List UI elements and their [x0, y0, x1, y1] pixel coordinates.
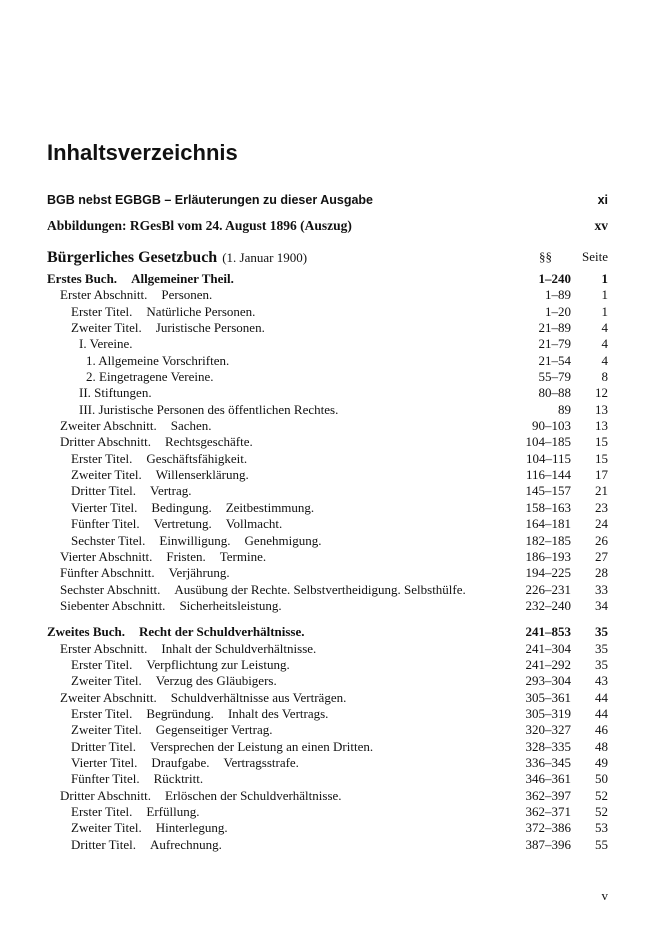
toc-entry-label: Erstes Buch.	[47, 271, 118, 286]
toc-entry[interactable]	[47, 418, 608, 434]
front-entry-label: Abbildungen: RGesBl vom 24. August 1896 (Auszug)	[47, 218, 352, 233]
toc-entry[interactable]	[47, 385, 608, 401]
toc-entry-label: Sechster Titel.	[71, 532, 146, 548]
toc-entry-text	[47, 271, 234, 286]
toc-entry-page: 13	[595, 401, 608, 417]
toc-entry-title: Begründung.	[146, 705, 214, 721]
toc-entry-title: Vertretung.	[153, 516, 212, 532]
toc-entry-label: Dritter Abschnitt.	[60, 434, 151, 450]
toc-entry-title: Hinterlegung.	[155, 820, 228, 836]
toc-entry-label: II. Stiftungen.	[79, 385, 152, 401]
toc-entry[interactable]	[47, 500, 608, 516]
toc-entry-title: Geschäftsfähigkeit.	[146, 450, 248, 466]
toc-entry-page: 46	[595, 722, 608, 738]
toc-entry[interactable]	[47, 369, 608, 385]
toc-entry-text	[60, 690, 346, 705]
toc-entry-label: Erster Titel.	[71, 450, 133, 466]
toc-entry-page: 12	[595, 385, 608, 401]
toc-entry-paragraphs: 293–304	[525, 673, 571, 689]
toc-entry-text	[71, 820, 228, 835]
toc-entry-paragraphs: 346–361	[525, 771, 571, 787]
toc-entry-page: 35	[595, 624, 608, 640]
toc-entry[interactable]	[47, 788, 608, 804]
toc-entry-page: 49	[595, 754, 608, 770]
toc-entry-paragraphs: 305–361	[525, 689, 571, 705]
toc-entry-label: Dritter Titel.	[71, 738, 137, 754]
toc-entry-page: 13	[595, 418, 608, 434]
front-entry-label: BGB nebst EGBGB – Erläuterungen zu dieser Ausgabe	[47, 193, 373, 207]
toc-entry-paragraphs: 194–225	[525, 565, 571, 581]
toc-entry-label: Zweiter Titel.	[71, 722, 142, 738]
toc-entry[interactable]	[47, 641, 608, 657]
toc-entry[interactable]	[47, 467, 608, 483]
toc-entry-page: 15	[595, 450, 608, 466]
toc-entry-title-secondary: Genehmigung.	[244, 532, 322, 548]
toc-entry-page: 35	[595, 656, 608, 672]
toc-entry-label: 1. Allgemeine Vorschriften.	[86, 352, 230, 368]
toc-entry-page: 34	[595, 597, 608, 613]
toc-entry-text	[71, 304, 255, 319]
toc-entry[interactable]	[47, 533, 608, 549]
toc-entry-text	[71, 739, 373, 754]
toc-entry-page: 4	[601, 352, 608, 368]
toc-entry-text	[71, 451, 247, 466]
toc-entry-paragraphs: 158–163	[525, 499, 571, 515]
toc-entry-label: Erster Titel.	[71, 804, 133, 819]
toc-entry-paragraphs: 320–327	[525, 722, 571, 738]
toc-entry-text	[71, 804, 199, 819]
column-header-page: Seite	[582, 249, 608, 264]
toc-entry-text	[60, 788, 342, 803]
toc-entry-page: 4	[601, 320, 608, 336]
toc-entry-paragraphs: 21–89	[538, 320, 571, 336]
toc-entry-page: 8	[601, 369, 608, 385]
toc-entry-paragraphs: 226–231	[525, 581, 571, 597]
front-entry-page: xv	[594, 218, 608, 233]
toc-entry[interactable]	[47, 771, 608, 787]
front-entry-page: xi	[597, 193, 608, 207]
toc-entry-text	[86, 353, 229, 368]
toc-entry-paragraphs: 328–335	[525, 738, 571, 754]
front-entry-abbildungen[interactable]	[47, 218, 608, 234]
toc-entry-paragraphs: 116–144	[525, 467, 571, 483]
toc-entry-title: Rücktritt.	[153, 771, 204, 787]
toc-entry-title-secondary: Zeitbestimmung.	[225, 499, 315, 515]
toc-entry-label: III. Juristische Personen des öffentlichen Rechtes.	[79, 401, 339, 417]
toc-entry-paragraphs: 362–371	[525, 804, 571, 819]
toc-entry-paragraphs: 80–88	[538, 385, 571, 401]
toc-entry-page: 43	[595, 673, 608, 689]
toc-entry[interactable]	[47, 706, 608, 722]
toc-entry[interactable]	[47, 804, 608, 820]
toc-entry[interactable]	[47, 673, 608, 689]
toc-entry-paragraphs: 372–386	[525, 820, 571, 836]
toc-entry-text	[71, 320, 265, 335]
toc-entry[interactable]	[47, 271, 608, 287]
toc-entry-paragraphs: 241–853	[525, 624, 571, 640]
toc-entry-paragraphs: 89	[558, 401, 571, 417]
toc-entry-paragraphs: 1–89	[545, 287, 571, 303]
toc-entry-text	[71, 516, 282, 531]
toc-entry-paragraphs: 1–20	[545, 303, 571, 319]
toc-entry-text	[60, 582, 466, 597]
toc-entry-title: Schuldverhältnisse aus Verträgen.	[170, 689, 347, 705]
toc-entry-text	[71, 500, 314, 515]
toc-entry-label: Erster Titel.	[71, 656, 133, 672]
toc-entry-text	[71, 771, 203, 786]
toc-entry-page: 21	[595, 483, 608, 499]
toc-entry-title-secondary: Vollmacht.	[225, 516, 283, 532]
toc-entry-label: Erster Abschnitt.	[60, 640, 148, 656]
toc-entry[interactable]	[47, 837, 608, 853]
toc-entry-text	[60, 641, 316, 656]
toc-entry-paragraphs: 362–397	[525, 787, 571, 803]
section-spacer	[47, 614, 608, 624]
toc-entry-page: 55	[595, 836, 608, 852]
toc-entry-text	[71, 483, 192, 498]
page-title: Inhaltsverzeichnis	[47, 140, 238, 165]
toc-entry-title: Rechtsgeschäfte.	[165, 434, 253, 450]
toc-entry-paragraphs: 305–319	[525, 705, 571, 721]
toc-entry-page: 44	[595, 689, 608, 705]
toc-entry-text	[60, 287, 212, 302]
toc-entry-title: Verjährung.	[168, 565, 230, 581]
toc-entry-text	[86, 369, 214, 384]
toc-entry[interactable]	[47, 483, 608, 499]
toc-entry-label: Dritter Abschnitt.	[60, 787, 151, 803]
toc-entry-page: 48	[595, 738, 608, 754]
toc-entry-paragraphs: 21–79	[538, 336, 571, 352]
toc-entry-title: Verzug des Gläubigers.	[155, 673, 277, 689]
toc-entry-title: Verpflichtung zur Leistung.	[146, 656, 290, 672]
toc-entry-label: Zweiter Titel.	[71, 820, 142, 836]
toc-entry-paragraphs: 182–185	[525, 532, 571, 548]
toc-entry-label: Fünfter Titel.	[71, 771, 140, 787]
toc-entry-text	[60, 418, 212, 433]
toc-entry-paragraphs: 21–54	[538, 352, 571, 368]
toc-entry-text	[71, 533, 321, 548]
bgb-subheading: (1. Januar 1900)	[222, 250, 308, 265]
toc-entry-title: Erfüllung.	[146, 804, 200, 819]
toc-entry-page: 53	[595, 820, 608, 836]
toc-entry-text	[60, 565, 230, 580]
toc-entry-title: Fristen.	[166, 548, 206, 564]
toc-entry-text	[60, 549, 266, 564]
toc-entry[interactable]	[47, 304, 608, 320]
column-header-paragraphs: §§	[539, 249, 552, 264]
toc-entry-page: 27	[595, 548, 608, 564]
toc-entry-text	[71, 722, 273, 737]
toc-entry-title: Natürliche Personen.	[146, 303, 256, 319]
toc-entry-paragraphs: 164–181	[525, 516, 571, 532]
toc-entry-title: Versprechen der Leistung an einen Dritten.	[150, 738, 374, 754]
toc-entry[interactable]	[47, 451, 608, 467]
toc-entry-title: Ausübung der Rechte. Selbstvertheidigung. Selbsthülfe.	[174, 581, 466, 597]
toc-entry-page: 15	[595, 434, 608, 450]
toc-entry-paragraphs: 241–292	[525, 656, 571, 672]
toc-entry-paragraphs: 336–345	[525, 754, 571, 770]
toc-entry-paragraphs: 55–79	[538, 369, 571, 385]
toc-entry-label: Zweites Buch.	[47, 624, 125, 640]
toc-entry-label: Vierter Titel.	[71, 499, 138, 515]
toc-entry-page: 35	[595, 640, 608, 656]
toc-entry[interactable]	[47, 549, 608, 565]
toc-entry[interactable]	[47, 755, 608, 771]
toc-entry-page: 1	[601, 303, 608, 319]
toc-entry-title: Recht der Schuldverhältnisse.	[139, 624, 305, 640]
toc-entry-title: Vertrag.	[150, 483, 192, 499]
toc-entry-text	[71, 837, 222, 852]
toc-entry-title: Personen.	[161, 287, 213, 303]
toc-entry-page: 33	[595, 581, 608, 597]
page-number: v	[601, 888, 608, 903]
toc-entry-page: 24	[595, 516, 608, 532]
toc-entry-label: Fünfter Titel.	[71, 516, 140, 532]
toc-entry-title: Erlöschen der Schuldverhältnisse.	[165, 787, 342, 803]
toc-entry-page: 23	[595, 499, 608, 515]
toc-entry[interactable]	[47, 565, 608, 581]
toc-entry-label: Zweiter Abschnitt.	[60, 418, 157, 434]
toc-entry-label: Erster Abschnitt.	[60, 287, 148, 303]
toc-entry-label: I. Vereine.	[79, 336, 133, 352]
toc-entry[interactable]	[47, 722, 608, 738]
toc-entry-text	[71, 706, 328, 721]
toc-entry-label: Erster Titel.	[71, 303, 133, 319]
toc-entry-paragraphs: 232–240	[525, 597, 571, 613]
toc-entry-text	[47, 624, 305, 639]
bgb-heading: Bürgerliches Gesetzbuch	[47, 249, 218, 266]
toc-entry-title: Sachen.	[170, 418, 212, 434]
toc-entry-text	[79, 336, 133, 351]
toc-entry-title: Willenserklärung.	[155, 467, 249, 483]
toc-entry-label: Dritter Titel.	[71, 483, 137, 499]
bgb-section-heading	[47, 249, 608, 267]
toc-entry[interactable]	[47, 336, 608, 352]
toc-entry-page: 4	[601, 336, 608, 352]
toc-entry-title: Inhalt der Schuldverhältnisse.	[161, 640, 317, 656]
toc-entry-page: 1	[601, 271, 608, 286]
toc-entry-title: Juristische Personen.	[155, 320, 265, 336]
toc-entry-label: Vierter Abschnitt.	[60, 548, 153, 564]
toc-entry-paragraphs: 387–396	[525, 836, 571, 852]
toc-entry-page: 52	[595, 804, 608, 819]
toc-entry-title: Einwilligung.	[159, 532, 231, 548]
toc-entry[interactable]	[47, 402, 608, 418]
toc-entry[interactable]	[47, 353, 608, 369]
toc-entry-label: Sechster Abschnitt.	[60, 581, 161, 597]
toc-entry-text	[79, 385, 152, 400]
toc-entry-text	[79, 402, 338, 417]
toc-entry-label: Erster Titel.	[71, 705, 133, 721]
toc-entry-paragraphs: 104–185	[525, 434, 571, 450]
toc-entry-text	[60, 434, 253, 449]
toc-entry[interactable]	[47, 657, 608, 673]
toc-entry-text	[71, 467, 249, 482]
toc-entry-text	[60, 598, 282, 613]
toc-entry-paragraphs: 90–103	[532, 418, 571, 434]
toc-entry[interactable]	[47, 739, 608, 755]
toc-entry[interactable]	[47, 690, 608, 706]
toc-entry-title: Sicherheitsleistung.	[179, 597, 282, 613]
toc-entry[interactable]	[47, 516, 608, 532]
toc-entry-title-secondary: Vertragsstrafe.	[223, 754, 299, 770]
toc-entry-paragraphs: 145–157	[525, 483, 571, 499]
toc-entry-page: 44	[595, 705, 608, 721]
toc-entry-page: 17	[595, 467, 608, 483]
toc-entry-label: Zweiter Titel.	[71, 467, 142, 483]
toc-entry-title-secondary: Termine.	[219, 548, 267, 564]
toc-entry-page: 28	[595, 565, 608, 581]
toc-entry-label: 2. Eingetragene Vereine.	[86, 369, 214, 385]
toc-entry-title: Draufgabe.	[151, 754, 210, 770]
toc-entry-title: Aufrechnung.	[150, 836, 222, 852]
toc-entry-page: 26	[595, 532, 608, 548]
toc-entry-page: 50	[595, 771, 608, 787]
toc-entry-label: Zweiter Titel.	[71, 673, 142, 689]
front-entry-erlaeuterungen[interactable]	[47, 193, 608, 207]
toc-entry-paragraphs: 1–240	[538, 271, 571, 286]
toc-entry-label: Dritter Titel.	[71, 836, 137, 852]
toc-entry[interactable]	[47, 287, 608, 303]
toc-entry-label: Zweiter Abschnitt.	[60, 689, 157, 705]
toc-entry-text	[71, 657, 290, 672]
toc-entry-paragraphs: 241–304	[525, 640, 571, 656]
toc-entry-page: 1	[601, 287, 608, 303]
toc-entry-label: Siebenter Abschnitt.	[60, 597, 166, 613]
toc-entry-title: Bedingung.	[151, 499, 212, 515]
toc-entry[interactable]	[47, 320, 608, 336]
toc-entry[interactable]	[47, 624, 608, 640]
toc-list	[47, 271, 608, 853]
toc-entry-label: Fünfter Abschnitt.	[60, 565, 155, 581]
toc-entry-paragraphs: 104–115	[525, 450, 571, 466]
toc-entry[interactable]	[47, 582, 608, 598]
toc-entry-label: Vierter Titel.	[71, 754, 138, 770]
toc-entry-title-secondary: Inhalt des Vertrags.	[227, 705, 329, 721]
toc-entry-paragraphs: 186–193	[525, 548, 571, 564]
toc-entry-page: 52	[595, 787, 608, 803]
toc-entry-label: Zweiter Titel.	[71, 320, 142, 336]
toc-entry-text	[71, 673, 277, 688]
toc-entry[interactable]	[47, 598, 608, 614]
toc-entry-text	[71, 755, 299, 770]
toc-entry-title: Allgemeiner Theil.	[131, 271, 234, 286]
toc-entry[interactable]	[47, 434, 608, 450]
toc-entry-title: Gegenseitiger Vertrag.	[155, 722, 273, 738]
toc-entry[interactable]	[47, 820, 608, 836]
